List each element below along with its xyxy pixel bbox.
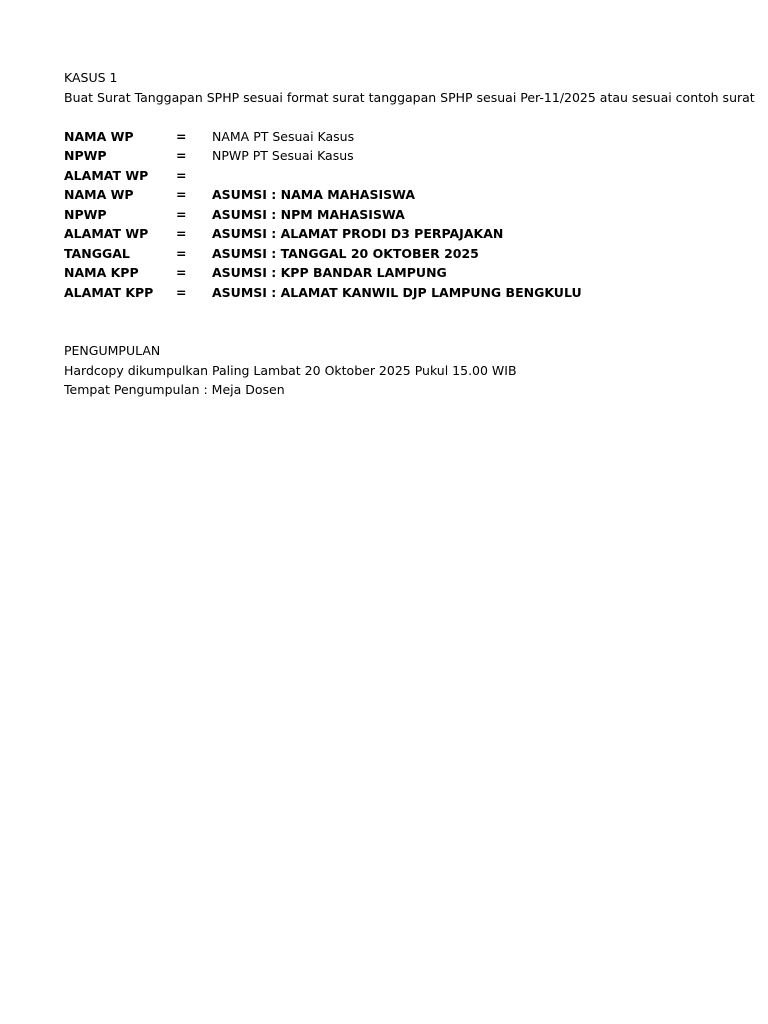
field-separator: =: [176, 245, 187, 261]
field-value: [212, 166, 656, 186]
field-row: [64, 244, 656, 264]
field-row: [64, 166, 656, 186]
field-value: NAMA PT Sesuai Kasus: [212, 128, 355, 144]
spacer: [64, 322, 656, 342]
field-label: NPWP: [64, 148, 107, 163]
field-row: [64, 185, 656, 205]
field-value: ASUMSI : TANGGAL 20 OKTOBER 2025: [212, 245, 479, 261]
field-row: [64, 283, 656, 303]
field-label: NAMA WP: [64, 128, 134, 144]
field-row: [64, 146, 656, 166]
field-row: [64, 205, 656, 225]
document-sheet: [64, 68, 755, 400]
spacer: [64, 107, 656, 127]
field-label: NAMA WP: [64, 187, 134, 202]
field-value: ASUMSI : KPP BANDAR LAMPUNG: [212, 265, 447, 280]
case-title: KASUS 1: [64, 70, 118, 85]
field-value: ASUMSI : NPM MAHASISWA: [212, 206, 405, 222]
field-separator: =: [176, 128, 187, 144]
field-row: [64, 224, 656, 244]
field-row: [64, 263, 656, 283]
field-label: NAMA KPP: [64, 265, 139, 280]
field-value: NPWP PT Sesuai Kasus: [212, 148, 354, 163]
field-label: TANGGAL: [64, 245, 130, 261]
instruction-text: Buat Surat Tanggapan SPHP sesuai format surat tanggapan SPHP sesuai Per-11/2025 atau sesuai contoh surat: [64, 89, 755, 105]
field-separator: =: [176, 167, 187, 183]
spacer: [64, 302, 656, 322]
field-separator: =: [176, 187, 187, 202]
field-label: ALAMAT WP: [64, 167, 149, 183]
field-separator: =: [176, 206, 187, 222]
field-label: NPWP: [64, 206, 107, 222]
field-value: ASUMSI : ALAMAT KANWIL DJP LAMPUNG BENGKULU: [212, 284, 582, 300]
submission-deadline: Hardcopy dikumpulkan Paling Lambat 20 Oktober 2025 Pukul 15.00 WIB: [64, 362, 517, 378]
field-label: ALAMAT KPP: [64, 284, 154, 300]
submission-place: Tempat Pengumpulan : Meja Dosen: [64, 382, 285, 397]
field-separator: =: [176, 265, 187, 280]
field-label: ALAMAT WP: [64, 226, 149, 241]
field-separator: =: [176, 284, 187, 300]
field-row: [64, 127, 656, 147]
submission-heading: PENGUMPULAN: [64, 343, 161, 358]
field-separator: =: [176, 148, 187, 163]
field-value: ASUMSI : NAMA MAHASISWA: [212, 187, 416, 202]
field-value: ASUMSI : ALAMAT PRODI D3 PERPAJAKAN: [212, 226, 504, 241]
field-separator: =: [176, 226, 187, 241]
